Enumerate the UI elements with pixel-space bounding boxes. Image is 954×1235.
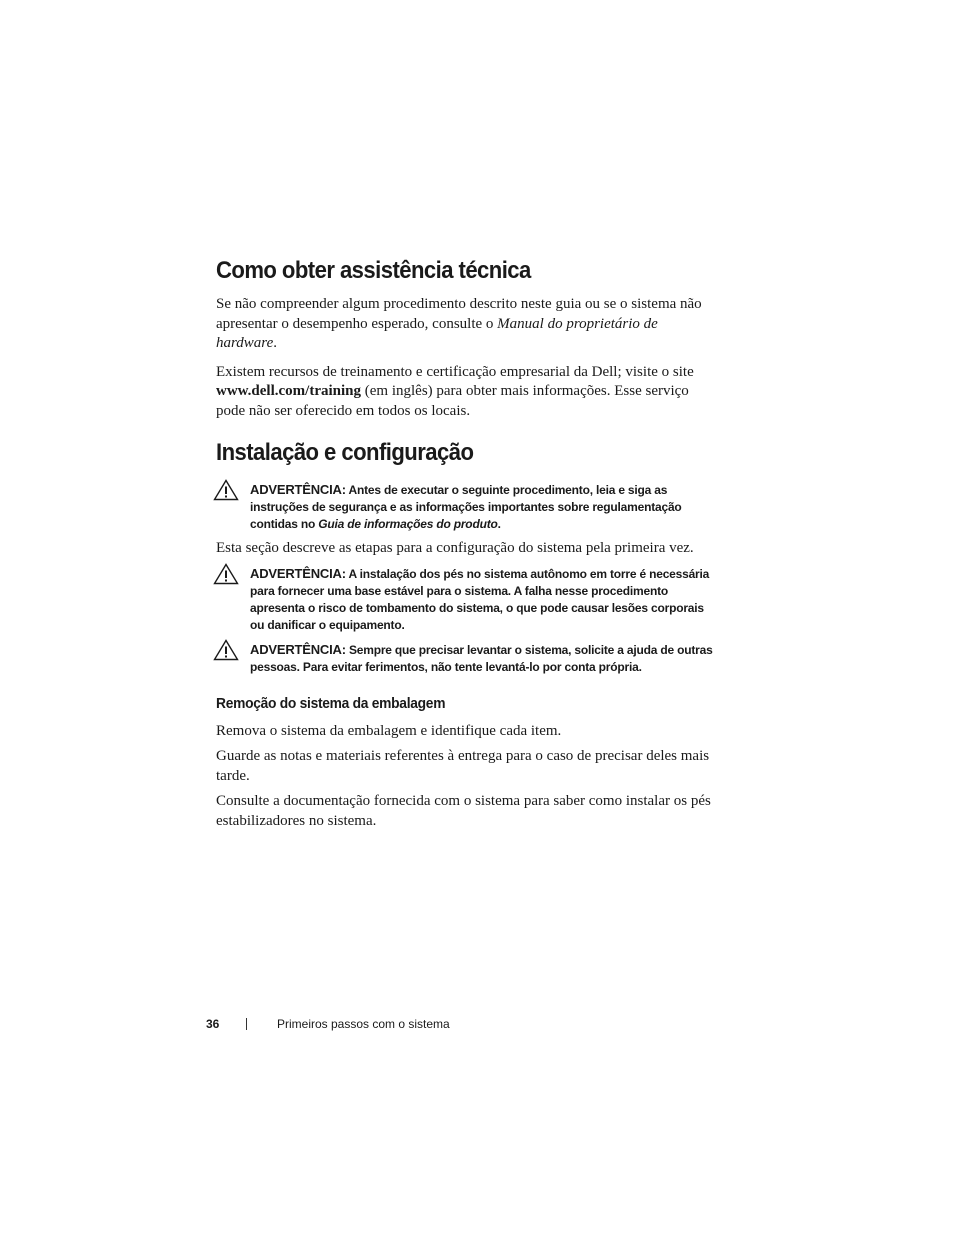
page-content <box>216 256 716 831</box>
paragraph-end: . <box>273 335 277 351</box>
warning-stabilizer-feet <box>216 565 716 634</box>
warning-triangle-icon <box>213 639 239 661</box>
manual-title: Manual do proprietário de hardware <box>216 315 658 351</box>
warning-triangle-icon <box>213 479 239 501</box>
warning-text: Antes de executar o seguinte procedimento, leia e siga as instruções de segurança e as informações importantes sobre regulamentação contidas no <box>250 483 682 531</box>
warning-triangle-icon <box>213 563 239 585</box>
paragraph-text: Existem recursos de treinamento e certificação empresarial da Dell; visite o site <box>216 363 694 380</box>
paragraph-assistance-training <box>216 363 716 422</box>
warning-text: Sempre que precisar levantar o sistema, solicite a ajuda de outras pessoas. Para evitar ferimentos, não tente levantá-lo por conta própria. <box>250 642 713 674</box>
warning-lifting <box>216 641 716 676</box>
footer-title: Primeiros passos com o sistema <box>277 1017 450 1031</box>
paragraph-assistance-manual <box>216 295 716 354</box>
paragraph-end: (em inglês) para obter mais informações. Esse serviço pode não ser oferecido em todos os locais. <box>216 383 689 419</box>
heading-installation: Instalação e configuração <box>216 439 474 466</box>
paragraph-unpacking-2: Guarde as notas e materiais referentes à entrega para o caso de precisar deles mais tarde. <box>216 748 710 784</box>
paragraph-installation-intro: Esta seção descreve as etapas para a configuração do sistema pela primeira vez. <box>216 540 694 556</box>
page-footer <box>206 1015 450 1033</box>
heading-assistance: Como obter assistência técnica <box>216 257 531 284</box>
paragraph-unpacking-3: Consulte a documentação fornecida com o sistema para saber como instalar os pés estabilizadores no sistema. <box>216 793 711 829</box>
warning-text: A instalação dos pés no sistema autônomo em torre é necessária para fornecer uma base estável para o sistema. A falha nesse procedimento apresenta o risco de tombamento do sistema, o que pode causar lesões corporais ou danificar o equipamento. <box>250 566 710 632</box>
warning-safety-instructions <box>216 481 716 533</box>
training-url[interactable]: www.dell.com/training <box>216 383 361 399</box>
subheading-unpacking: Remoção do sistema da embalagem <box>216 694 446 712</box>
footer-divider <box>246 1018 247 1030</box>
page-number: 36 <box>206 1017 220 1031</box>
guide-title: Guia de informações do produto <box>318 517 498 531</box>
warning-end: . <box>497 517 501 531</box>
warning-label: ADVERTÊNCIA: <box>250 482 346 497</box>
paragraph-text: Se não compreender algum procedimento descrito neste guia ou se o sistema não apresentar o desempenho esperado, consulte o <box>216 296 702 332</box>
paragraph-unpacking-1: Remova o sistema da embalagem e identifique cada item. <box>216 722 562 739</box>
warning-label: ADVERTÊNCIA: <box>250 565 346 581</box>
warning-label: ADVERTÊNCIA: <box>250 641 346 657</box>
